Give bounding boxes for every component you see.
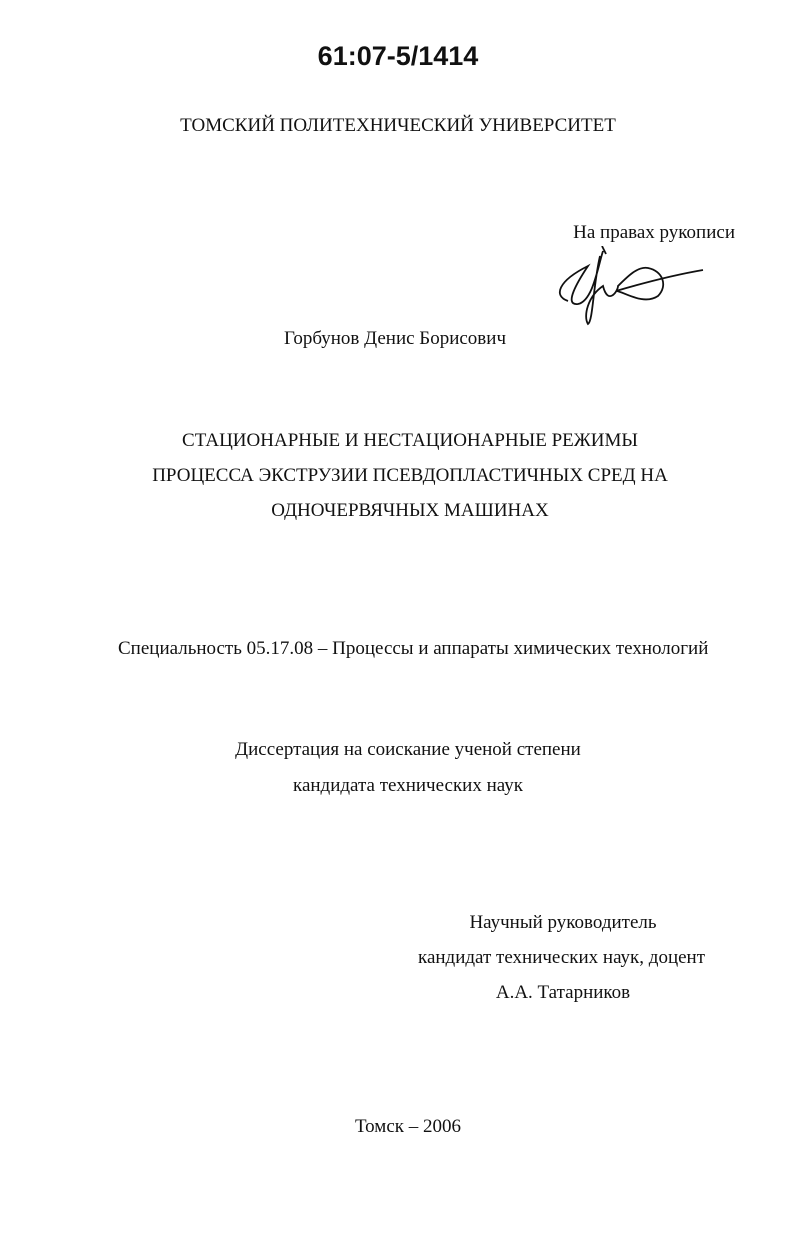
- supervisor-name: А.А. Татарников: [495, 982, 631, 1003]
- supervisor-label: Научный руководитель: [469, 912, 657, 933]
- signature: [548, 246, 708, 326]
- specialty: Специальность 05.17.08 – Процессы и аппараты химических технологий: [118, 638, 709, 659]
- title-line: СТАЦИОНАРНЫЕ И НЕСТАЦИОНАРНЫЕ РЕЖИМЫ: [182, 430, 638, 451]
- manuscript-note: На правах рукописи: [573, 222, 735, 243]
- degree-line: Диссертация на соискание ученой степени: [235, 739, 581, 760]
- university-name: ТОМСКИЙ ПОЛИТЕХНИЧЕСКИЙ УНИВЕРСИТЕТ: [180, 115, 616, 136]
- supervisor-rank: кандидат технических наук, доцент: [418, 947, 706, 968]
- author-name: Горбунов Денис Борисович: [284, 328, 506, 349]
- catalog-code: 61:07-5/1414: [317, 41, 479, 71]
- title-line: ОДНОЧЕРВЯЧНЫХ МАШИНАХ: [271, 500, 549, 521]
- city-year: Томск – 2006: [354, 1116, 461, 1137]
- degree-line: кандидата технических наук: [293, 775, 523, 796]
- title-line: ПРОЦЕССА ЭКСТРУЗИИ ПСЕВДОПЛАСТИЧНЫХ СРЕД НА: [152, 465, 668, 486]
